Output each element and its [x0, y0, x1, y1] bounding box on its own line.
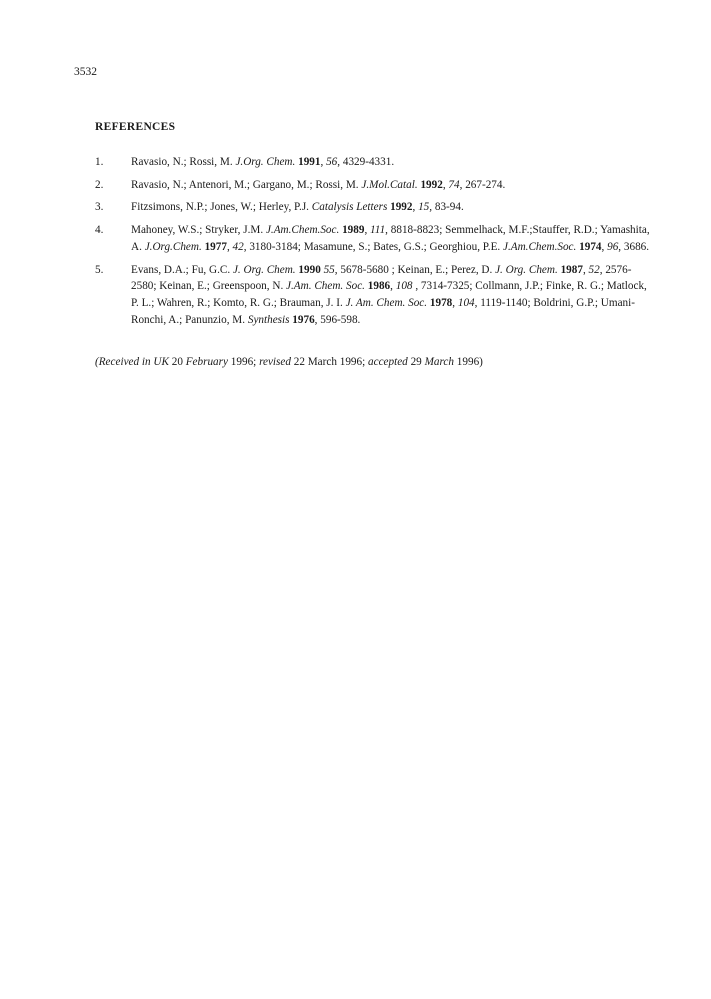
citation-fragment: J. Am. Chem. Soc. — [345, 296, 428, 309]
citation-fragment: 1978 — [429, 296, 453, 309]
citation-fragment: 1992 — [420, 178, 443, 191]
citation-fragment: Synthesis — [247, 313, 290, 326]
citation-fragment: 42 — [232, 240, 244, 253]
citation-fragment: , — [442, 178, 449, 191]
citation-fragment: , 596-598. — [314, 313, 361, 326]
page-number: 3532 — [74, 66, 97, 78]
citation-fragment: 1996) — [453, 356, 483, 368]
reference-number: 5. — [95, 263, 104, 276]
citation-fragment: 1987 — [560, 263, 583, 276]
citation-fragment: accepted — [368, 356, 408, 368]
citation-fragment: J. Org. Chem. — [232, 263, 296, 276]
citation-fragment: , 1119-1140; Boldrini, G.P.; Umani-Ronchi, A.; Panunzio, M. — [131, 296, 635, 326]
citation-fragment: 52 — [588, 263, 600, 276]
reference-number: 4. — [95, 224, 104, 237]
citation-fragment: , 5678-5680 ; Keinan, E.; Perez, D. — [334, 263, 496, 276]
citation-fragment: March — [424, 356, 454, 368]
citation-fragment: , 267-274. — [459, 178, 506, 191]
citation-fragment: , 8818-8823; Semmelhack, M.F.;Stauffer, R.D.; Yamashita, A. — [131, 224, 650, 253]
citation-fragment: Catalysis Letters — [311, 201, 388, 214]
citation-fragment: 1977 — [204, 240, 227, 253]
citation-fragment: J.Org.Chem. — [144, 240, 202, 253]
references-heading: REFERENCES — [95, 121, 176, 133]
citation-fragment: , 4329-4331. — [337, 156, 395, 168]
reference-item — [95, 154, 655, 171]
citation-fragment: 56 — [326, 156, 338, 168]
citation-fragment: , — [601, 240, 608, 253]
citation-fragment: J. Org. Chem. — [495, 263, 558, 276]
citation-fragment: 1976 — [292, 313, 315, 326]
citation-fragment: 1996; — [227, 356, 260, 368]
citation-fragment: Evans, D.A.; Fu, G.C. — [131, 263, 233, 276]
citation-fragment: 96 — [607, 240, 619, 253]
citation-fragment: J.Mol.Catal. — [361, 178, 418, 191]
citation-fragment: , — [226, 240, 233, 253]
reference-text — [131, 222, 655, 255]
reference-number: 2. — [95, 178, 104, 191]
citation-fragment: , — [390, 280, 396, 293]
citation-fragment: , — [320, 156, 327, 168]
citation-fragment: 55 — [323, 263, 335, 276]
reference-item — [95, 177, 655, 194]
citation-fragment: 111 — [370, 224, 386, 237]
citation-fragment: February — [185, 356, 228, 368]
citation-fragment: 1974 — [579, 240, 602, 253]
citation-fragment: J.Org. Chem. — [235, 156, 296, 168]
citation-fragment: 1989 — [342, 224, 365, 237]
reference-list — [95, 154, 655, 334]
citation-fragment: Fitzsimons, N.P.; Jones, W.; Herley, P.J. — [131, 201, 312, 214]
citation-fragment: 108 — [395, 280, 413, 293]
reference-item — [95, 222, 655, 255]
citation-fragment: , — [582, 263, 589, 276]
reference-number: 3. — [95, 201, 104, 214]
citation-fragment: , — [364, 224, 371, 237]
reference-text — [131, 262, 655, 329]
citation-fragment: 1986 — [367, 280, 391, 293]
citation-fragment: 15, — [418, 201, 433, 214]
reference-text — [131, 199, 655, 216]
citation-fragment: 29 — [407, 356, 425, 368]
citation-fragment: , — [412, 201, 419, 214]
citation-fragment: , 7314-7325; Collmann, J.P.; Finke, R. G.; Matlock, P. L.; Wahren, R.; Komto, R. G.; Brauman, J. I. — [131, 280, 647, 309]
citation-fragment: 104 — [457, 296, 475, 309]
citation-fragment: 1990 — [298, 263, 321, 276]
citation-fragment: revised — [259, 356, 291, 368]
citation-fragment: , 2576-2580; Keinan, E.; Greenspoon, N. — [131, 263, 632, 293]
citation-fragment: , 3686. — [618, 240, 650, 253]
reference-text — [131, 177, 655, 194]
reference-item — [95, 262, 655, 329]
citation-fragment: Ravasio, N.; Rossi, M. — [131, 156, 236, 168]
citation-fragment: 22 March 1996; — [290, 356, 369, 368]
received-note — [95, 356, 483, 368]
citation-fragment: 1992 — [390, 201, 413, 214]
citation-fragment: , — [452, 296, 458, 309]
citation-fragment: 83-94. — [432, 201, 464, 214]
citation-fragment: 20 — [168, 356, 186, 368]
citation-fragment: J.Am.Chem.Soc. — [503, 240, 577, 253]
reference-text — [131, 154, 655, 171]
citation-fragment: 74 — [448, 178, 460, 191]
citation-fragment: J.Am.Chem.Soc. — [265, 224, 340, 237]
citation-fragment: (Received in UK — [95, 356, 169, 368]
citation-fragment: J.Am. Chem. Soc. — [286, 280, 365, 293]
citation-fragment: , 3180-3184; Masamune, S.; Bates, G.S.; Georghiou, P.E. — [243, 240, 503, 253]
reference-number: 1. — [95, 156, 104, 168]
citation-fragment: Ravasio, N.; Antenori, M.; Gargano, M.; Rossi, M. — [131, 178, 362, 191]
reference-item — [95, 199, 655, 216]
citation-fragment: 1991 — [298, 156, 321, 168]
citation-fragment: Mahoney, W.S.; Stryker, J.M. — [131, 224, 266, 237]
